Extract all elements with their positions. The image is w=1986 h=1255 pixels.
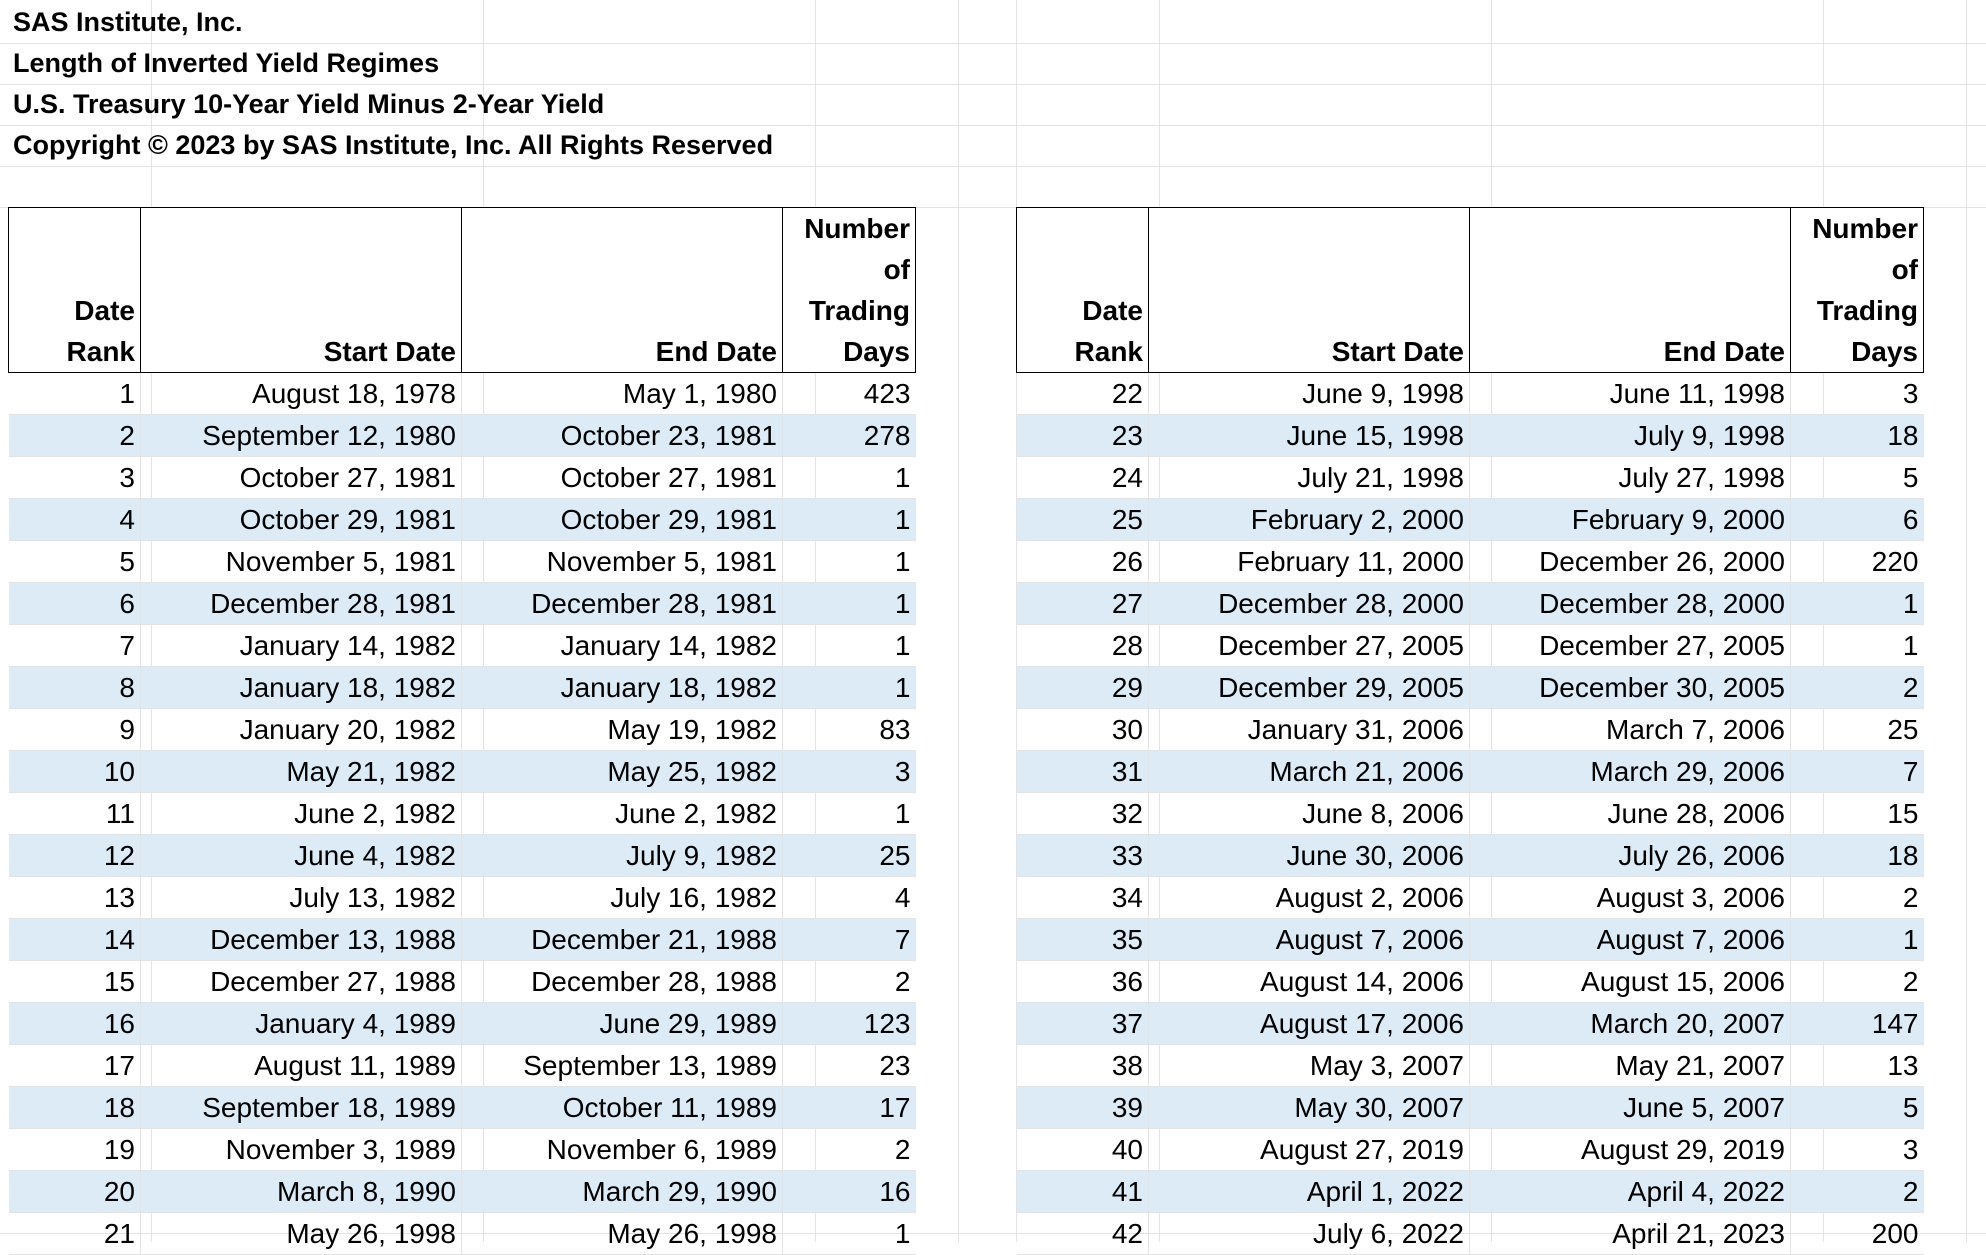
- start-date-cell[interactable]: January 20, 1982: [141, 709, 462, 751]
- end-date-cell[interactable]: December 30, 2005: [1470, 667, 1791, 709]
- start-date-cell[interactable]: October 29, 1981: [141, 499, 462, 541]
- date-rank-cell[interactable]: 19: [9, 1129, 141, 1171]
- start-date-cell[interactable]: May 30, 2007: [1149, 1087, 1470, 1129]
- date-rank-cell[interactable]: 6: [9, 583, 141, 625]
- start-date-cell[interactable]: January 31, 2006: [1149, 709, 1470, 751]
- end-date-cell[interactable]: June 5, 2007: [1470, 1087, 1791, 1129]
- table-row: [9, 919, 916, 961]
- date-rank-cell[interactable]: 34: [1017, 877, 1149, 919]
- trading-days-cell[interactable]: 25: [1791, 709, 1924, 751]
- end-date-cell[interactable]: July 16, 1982: [462, 877, 783, 919]
- trading-days-cell[interactable]: 25: [783, 835, 916, 877]
- table-row: [9, 625, 916, 667]
- end-date-cell[interactable]: May 26, 1998: [462, 1213, 783, 1255]
- date-rank-cell[interactable]: 39: [1017, 1087, 1149, 1129]
- end-date-cell[interactable]: May 19, 1982: [462, 709, 783, 751]
- table-row: [9, 457, 916, 499]
- end-date-cell[interactable]: June 28, 2006: [1470, 793, 1791, 835]
- trading-days-cell[interactable]: 13: [1791, 1045, 1924, 1087]
- table-row: [1017, 1003, 1924, 1045]
- trading-days-cell[interactable]: 1: [783, 1213, 916, 1255]
- trading-days-cell[interactable]: 147: [1791, 1003, 1924, 1045]
- start-date-header[interactable]: Start Date: [141, 208, 462, 373]
- start-date-cell[interactable]: August 18, 1978: [141, 373, 462, 415]
- trading-days-cell[interactable]: 7: [1791, 751, 1924, 793]
- trading-days-cell[interactable]: 2: [1791, 961, 1924, 1003]
- table-row: [9, 877, 916, 919]
- end-date-cell[interactable]: July 9, 1998: [1470, 415, 1791, 457]
- trading-days-header[interactable]: Number of Trading Days: [1791, 208, 1924, 373]
- table-row: [9, 583, 916, 625]
- end-date-cell[interactable]: February 9, 2000: [1470, 499, 1791, 541]
- start-date-cell[interactable]: April 1, 2022: [1149, 1171, 1470, 1213]
- date-rank-cell[interactable]: 13: [9, 877, 141, 919]
- end-date-cell[interactable]: July 27, 1998: [1470, 457, 1791, 499]
- start-date-cell[interactable]: December 28, 2000: [1149, 583, 1470, 625]
- table-row: [1017, 583, 1924, 625]
- start-date-cell[interactable]: October 27, 1981: [141, 457, 462, 499]
- start-date-cell[interactable]: November 5, 1981: [141, 541, 462, 583]
- date-rank-cell[interactable]: 8: [9, 667, 141, 709]
- date-rank-cell[interactable]: 28: [1017, 625, 1149, 667]
- start-date-cell[interactable]: December 28, 1981: [141, 583, 462, 625]
- date-rank-cell[interactable]: 20: [9, 1171, 141, 1213]
- trading-days-cell[interactable]: 1: [1791, 583, 1924, 625]
- table-row: [9, 1087, 916, 1129]
- start-date-cell[interactable]: June 15, 1998: [1149, 415, 1470, 457]
- trading-days-cell[interactable]: 3: [783, 751, 916, 793]
- start-date-cell[interactable]: February 2, 2000: [1149, 499, 1470, 541]
- table-row: [1017, 793, 1924, 835]
- trading-days-cell[interactable]: 18: [1791, 415, 1924, 457]
- date-rank-cell[interactable]: 18: [9, 1087, 141, 1129]
- start-date-cell[interactable]: September 12, 1980: [141, 415, 462, 457]
- date-rank-cell[interactable]: 38: [1017, 1045, 1149, 1087]
- trading-days-cell[interactable]: 2: [1791, 1171, 1924, 1213]
- date-rank-cell[interactable]: 1: [9, 373, 141, 415]
- end-date-cell[interactable]: April 21, 2023: [1470, 1213, 1791, 1255]
- trading-days-cell[interactable]: 1: [783, 625, 916, 667]
- table-row: [1017, 709, 1924, 751]
- trading-days-cell[interactable]: 2: [783, 1129, 916, 1171]
- date-rank-cell[interactable]: 31: [1017, 751, 1149, 793]
- date-rank-cell[interactable]: 33: [1017, 835, 1149, 877]
- table-row: [9, 667, 916, 709]
- date-rank-cell[interactable]: 23: [1017, 415, 1149, 457]
- table-row: [1017, 373, 1924, 415]
- trading-days-cell[interactable]: 1: [783, 499, 916, 541]
- date-rank-cell[interactable]: 5: [9, 541, 141, 583]
- table-row: [1017, 415, 1924, 457]
- table-row: [1017, 877, 1924, 919]
- start-date-cell[interactable]: August 27, 2019: [1149, 1129, 1470, 1171]
- end-date-cell[interactable]: December 26, 2000: [1470, 541, 1791, 583]
- start-date-cell[interactable]: December 29, 2005: [1149, 667, 1470, 709]
- trading-days-cell[interactable]: 2: [1791, 667, 1924, 709]
- trading-days-cell[interactable]: 1: [783, 541, 916, 583]
- trading-days-cell[interactable]: 83: [783, 709, 916, 751]
- regimes-table-left: [8, 207, 916, 1255]
- table-row: [9, 415, 916, 457]
- end-date-cell[interactable]: January 14, 1982: [462, 625, 783, 667]
- table-header-row: [9, 208, 916, 373]
- end-date-cell[interactable]: March 7, 2006: [1470, 709, 1791, 751]
- date-rank-cell[interactable]: 21: [9, 1213, 141, 1255]
- date-rank-cell[interactable]: 12: [9, 835, 141, 877]
- trading-days-cell[interactable]: 423: [783, 373, 916, 415]
- trading-days-cell[interactable]: 2: [783, 961, 916, 1003]
- trading-days-cell[interactable]: 2: [1791, 877, 1924, 919]
- trading-days-cell[interactable]: 1: [783, 457, 916, 499]
- start-date-cell[interactable]: February 11, 2000: [1149, 541, 1470, 583]
- start-date-header[interactable]: Start Date: [1149, 208, 1470, 373]
- end-date-cell[interactable]: May 25, 1982: [462, 751, 783, 793]
- table-row: [9, 709, 916, 751]
- date-rank-cell[interactable]: 36: [1017, 961, 1149, 1003]
- start-date-cell[interactable]: December 27, 1988: [141, 961, 462, 1003]
- start-date-cell[interactable]: March 21, 2006: [1149, 751, 1470, 793]
- trading-days-cell[interactable]: 23: [783, 1045, 916, 1087]
- table-header-row: [1017, 208, 1924, 373]
- start-date-cell[interactable]: July 6, 2022: [1149, 1213, 1470, 1255]
- table-row: [9, 835, 916, 877]
- end-date-cell[interactable]: January 18, 1982: [462, 667, 783, 709]
- start-date-cell[interactable]: July 21, 1998: [1149, 457, 1470, 499]
- table-row: [9, 1171, 916, 1213]
- end-date-cell[interactable]: August 15, 2006: [1470, 961, 1791, 1003]
- end-date-cell[interactable]: October 11, 1989: [462, 1087, 783, 1129]
- trading-days-cell[interactable]: 16: [783, 1171, 916, 1213]
- date-rank-cell[interactable]: 30: [1017, 709, 1149, 751]
- end-date-cell[interactable]: August 7, 2006: [1470, 919, 1791, 961]
- end-date-cell[interactable]: July 26, 2006: [1470, 835, 1791, 877]
- trading-days-cell[interactable]: 1: [783, 583, 916, 625]
- date-rank-cell[interactable]: 35: [1017, 919, 1149, 961]
- start-date-cell[interactable]: August 17, 2006: [1149, 1003, 1470, 1045]
- trading-days-cell[interactable]: 6: [1791, 499, 1924, 541]
- table-row: [1017, 667, 1924, 709]
- date-rank-cell[interactable]: 40: [1017, 1129, 1149, 1171]
- start-date-cell[interactable]: August 7, 2006: [1149, 919, 1470, 961]
- start-date-cell[interactable]: August 2, 2006: [1149, 877, 1470, 919]
- trading-days-cell[interactable]: 5: [1791, 457, 1924, 499]
- end-date-cell[interactable]: August 29, 2019: [1470, 1129, 1791, 1171]
- end-date-cell[interactable]: May 1, 1980: [462, 373, 783, 415]
- date-rank-cell[interactable]: 16: [9, 1003, 141, 1045]
- table-row: [1017, 1213, 1924, 1255]
- table-row: [1017, 835, 1924, 877]
- end-date-cell[interactable]: March 29, 1990: [462, 1171, 783, 1213]
- table-row: [1017, 625, 1924, 667]
- date-rank-header[interactable]: Date Rank: [1017, 208, 1149, 373]
- start-date-cell[interactable]: May 3, 2007: [1149, 1045, 1470, 1087]
- title-block: [13, 2, 773, 166]
- end-date-cell[interactable]: December 21, 1988: [462, 919, 783, 961]
- trading-days-cell[interactable]: 4: [783, 877, 916, 919]
- end-date-cell[interactable]: October 23, 1981: [462, 415, 783, 457]
- table-row: [1017, 1045, 1924, 1087]
- copyright-notice[interactable]: Copyright © 2023 by SAS Institute, Inc. All Rights Reserved: [13, 130, 774, 160]
- table-row: [9, 499, 916, 541]
- start-date-cell[interactable]: June 30, 2006: [1149, 835, 1470, 877]
- end-date-cell[interactable]: December 28, 2000: [1470, 583, 1791, 625]
- trading-days-cell[interactable]: 3: [1791, 373, 1924, 415]
- end-date-cell[interactable]: December 28, 1981: [462, 583, 783, 625]
- start-date-cell[interactable]: July 13, 1982: [141, 877, 462, 919]
- trading-days-cell[interactable]: 220: [1791, 541, 1924, 583]
- date-rank-cell[interactable]: 7: [9, 625, 141, 667]
- start-date-cell[interactable]: March 8, 1990: [141, 1171, 462, 1213]
- trading-days-cell[interactable]: 1: [1791, 625, 1924, 667]
- end-date-cell[interactable]: March 29, 2006: [1470, 751, 1791, 793]
- end-date-cell[interactable]: May 21, 2007: [1470, 1045, 1791, 1087]
- trading-days-cell[interactable]: 17: [783, 1087, 916, 1129]
- table-row: [1017, 1171, 1924, 1213]
- date-rank-cell[interactable]: 24: [1017, 457, 1149, 499]
- table-row: [9, 1045, 916, 1087]
- table-row: [1017, 457, 1924, 499]
- table-row: [9, 541, 916, 583]
- date-rank-header[interactable]: Date Rank: [9, 208, 141, 373]
- report-subtitle[interactable]: U.S. Treasury 10-Year Yield Minus 2-Year Yield: [13, 89, 605, 119]
- date-rank-cell[interactable]: 3: [9, 457, 141, 499]
- end-date-cell[interactable]: September 13, 1989: [462, 1045, 783, 1087]
- trading-days-cell[interactable]: 18: [1791, 835, 1924, 877]
- trading-days-cell[interactable]: 5: [1791, 1087, 1924, 1129]
- start-date-cell[interactable]: June 4, 1982: [141, 835, 462, 877]
- table-row: [9, 1213, 916, 1255]
- date-rank-cell[interactable]: 32: [1017, 793, 1149, 835]
- date-rank-cell[interactable]: 41: [1017, 1171, 1149, 1213]
- table-row: [1017, 541, 1924, 583]
- table-row: [1017, 919, 1924, 961]
- table-row: [1017, 1129, 1924, 1171]
- date-rank-cell[interactable]: 37: [1017, 1003, 1149, 1045]
- end-date-cell[interactable]: June 2, 1982: [462, 793, 783, 835]
- table-row: [1017, 1087, 1924, 1129]
- trading-days-cell[interactable]: 200: [1791, 1213, 1924, 1255]
- date-rank-cell[interactable]: 10: [9, 751, 141, 793]
- trading-days-cell[interactable]: 1: [783, 793, 916, 835]
- start-date-cell[interactable]: August 14, 2006: [1149, 961, 1470, 1003]
- table-row: [1017, 961, 1924, 1003]
- end-date-cell[interactable]: March 20, 2007: [1470, 1003, 1791, 1045]
- end-date-cell[interactable]: July 9, 1982: [462, 835, 783, 877]
- trading-days-cell[interactable]: 7: [783, 919, 916, 961]
- table-row: [9, 373, 916, 415]
- date-rank-cell[interactable]: 4: [9, 499, 141, 541]
- table-row: [9, 751, 916, 793]
- trading-days-cell[interactable]: 278: [783, 415, 916, 457]
- table-row: [9, 961, 916, 1003]
- end-date-cell[interactable]: December 27, 2005: [1470, 625, 1791, 667]
- report-title[interactable]: Length of Inverted Yield Regimes: [13, 48, 440, 78]
- end-date-cell[interactable]: December 28, 1988: [462, 961, 783, 1003]
- start-date-cell[interactable]: September 18, 1989: [141, 1087, 462, 1129]
- date-rank-cell[interactable]: 2: [9, 415, 141, 457]
- start-date-cell[interactable]: January 18, 1982: [141, 667, 462, 709]
- date-rank-cell[interactable]: 15: [9, 961, 141, 1003]
- date-rank-cell[interactable]: 42: [1017, 1213, 1149, 1255]
- table-row: [9, 1129, 916, 1171]
- start-date-cell[interactable]: December 13, 1988: [141, 919, 462, 961]
- date-rank-cell[interactable]: 25: [1017, 499, 1149, 541]
- start-date-cell[interactable]: December 27, 2005: [1149, 625, 1470, 667]
- start-date-cell[interactable]: June 9, 1998: [1149, 373, 1470, 415]
- date-rank-cell[interactable]: 22: [1017, 373, 1149, 415]
- trading-days-cell[interactable]: 123: [783, 1003, 916, 1045]
- start-date-cell[interactable]: June 2, 1982: [141, 793, 462, 835]
- date-rank-cell[interactable]: 14: [9, 919, 141, 961]
- trading-days-header[interactable]: Number of Trading Days: [783, 208, 916, 373]
- start-date-cell[interactable]: January 4, 1989: [141, 1003, 462, 1045]
- date-rank-cell[interactable]: 11: [9, 793, 141, 835]
- trading-days-cell[interactable]: 3: [1791, 1129, 1924, 1171]
- date-rank-cell[interactable]: 9: [9, 709, 141, 751]
- trading-days-cell[interactable]: 1: [783, 667, 916, 709]
- date-rank-cell[interactable]: 26: [1017, 541, 1149, 583]
- date-rank-cell[interactable]: 29: [1017, 667, 1149, 709]
- start-date-cell[interactable]: May 26, 1998: [141, 1213, 462, 1255]
- end-date-header[interactable]: End Date: [462, 208, 783, 373]
- end-date-cell[interactable]: November 6, 1989: [462, 1129, 783, 1171]
- start-date-cell[interactable]: June 8, 2006: [1149, 793, 1470, 835]
- table-row: [1017, 751, 1924, 793]
- end-date-cell[interactable]: April 4, 2022: [1470, 1171, 1791, 1213]
- end-date-cell[interactable]: November 5, 1981: [462, 541, 783, 583]
- regimes-table-right: [1016, 207, 1924, 1255]
- start-date-cell[interactable]: August 11, 1989: [141, 1045, 462, 1087]
- end-date-cell[interactable]: June 11, 1998: [1470, 373, 1791, 415]
- company-name[interactable]: SAS Institute, Inc.: [13, 7, 243, 37]
- date-rank-cell[interactable]: 27: [1017, 583, 1149, 625]
- start-date-cell[interactable]: November 3, 1989: [141, 1129, 462, 1171]
- end-date-cell[interactable]: June 29, 1989: [462, 1003, 783, 1045]
- start-date-cell[interactable]: May 21, 1982: [141, 751, 462, 793]
- trading-days-cell[interactable]: 15: [1791, 793, 1924, 835]
- date-rank-cell[interactable]: 17: [9, 1045, 141, 1087]
- end-date-cell[interactable]: October 27, 1981: [462, 457, 783, 499]
- end-date-cell[interactable]: August 3, 2006: [1470, 877, 1791, 919]
- end-date-header[interactable]: End Date: [1470, 208, 1791, 373]
- end-date-cell[interactable]: October 29, 1981: [462, 499, 783, 541]
- trading-days-cell[interactable]: 1: [1791, 919, 1924, 961]
- start-date-cell[interactable]: January 14, 1982: [141, 625, 462, 667]
- table-row: [1017, 499, 1924, 541]
- table-row: [9, 1003, 916, 1045]
- table-row: [9, 793, 916, 835]
